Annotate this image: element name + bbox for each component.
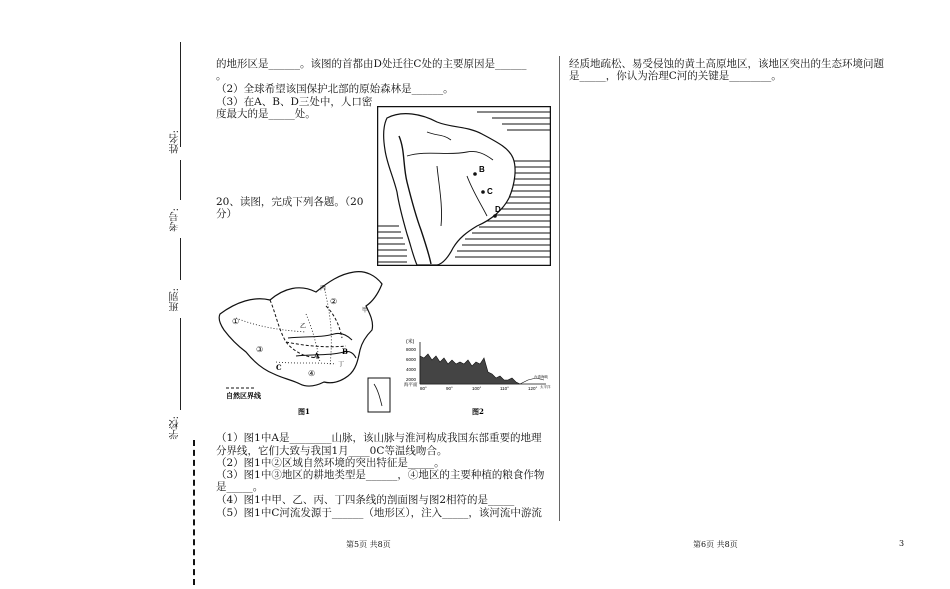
china-map-legend: 自然区界线 [226,391,261,400]
profile-unit: (米) [406,339,415,345]
footer-left-page: 第5页 共8页 [346,540,391,549]
right-column-line-2: 是_____，你认为治理C河的关键是________。 [569,70,782,82]
profile-y-tick-8000: 8000 [406,347,417,352]
map-label-d: D [495,205,501,214]
sub-question-5: （5）图1中C河流发源于______（地形区），注入_____，该河流中游流 [216,507,542,519]
china-line-bing: 丙 [320,285,327,292]
map-label-b: B [479,165,485,174]
profile-sea-label: 台湾海峡 [534,375,548,379]
sub-question-2: （2）图1中②区域自然环境的突出特征是_____。 [216,457,445,469]
question-3-line-b: 度最大的是_____处。 [216,108,316,120]
sub-question-3-line-b: 是_____。 [216,481,264,493]
question-3-line-a: （3）在A、B、D三处中，人口密 [216,96,373,108]
sub-question-3-line-a: （3）图1中③地区的耕地类型是______，④地区的主要种植的粮食作物 [216,469,545,481]
profile-x-tick-80: 80° [420,386,427,391]
margin-line-3 [180,238,181,280]
profile-x-tick-90: 90° [446,386,453,391]
profile-sea-level: 海平面 [404,383,418,388]
sub-question-1-line-a: （1）图1中A是________山脉，该山脉与淮河构成我国东部重要的地理 [216,432,542,444]
china-line-yi: 乙 [300,323,307,330]
profile-x-tick-120: 120° [528,386,538,391]
exam-no-label: 考号: [170,208,181,232]
question-line-1: 的地形区是______。该图的首都由D处迁往C处的主要原因是______ [216,58,527,70]
footer-right-page: 第6页 共8页 [693,540,738,549]
column-divider [559,56,560,521]
south-america-map [377,106,551,266]
china-point-a: A [314,351,320,360]
question-20-score: 分） [216,208,237,220]
profile-x-tick-100: 100° [472,386,482,391]
right-column-line-1: 经质地疏松、易受侵蚀的黄土高原地区，该地区突出的生态环境问题 [569,58,884,70]
china-region-3: ③ [256,345,264,354]
sub-question-1-line-b: 分界线，它们大致与我国1月____0C等温线吻合。 [216,445,448,457]
map-label-c: C [487,187,493,196]
name-label: 姓名: [170,130,181,154]
question-line-2: 。 [216,70,227,82]
profile-caption: 图2 [472,407,484,416]
china-line-ding: 丁 [338,361,345,368]
profile-x-tick-110: 110° [500,386,509,391]
china-point-c: C [276,363,282,372]
china-map-figure-1 [216,266,396,418]
profile-y-tick-4000: 4000 [406,367,417,372]
margin-line-4 [180,318,181,410]
sub-question-4: （4）图1中甲、乙、丙、丁四条线的剖面图与图2相符的是_____ [216,494,515,506]
margin-line-2 [180,160,181,200]
footer-page-number: 3 [899,539,905,548]
elevation-profile-figure-2 [404,334,556,418]
china-line-jia: 甲 [362,307,369,314]
class-label: 班别: [170,288,181,312]
china-region-1: ① [232,317,240,326]
school-label: 学校: [170,416,181,440]
question-2: （2）全球希望该国保护北部的原始森林是______。 [216,83,454,95]
china-region-4: ④ [308,369,316,378]
profile-ocean-label: 太平洋 [540,385,551,389]
china-region-2: ② [330,297,338,306]
china-map-caption: 图1 [298,407,310,416]
binding-dash-line [193,440,195,585]
profile-y-tick-2000: 2000 [406,377,417,382]
question-20-heading: 20、读图，完成下列各题。（20 [216,196,364,208]
china-point-b: B [342,347,348,356]
profile-y-tick-6000: 6000 [406,357,417,362]
